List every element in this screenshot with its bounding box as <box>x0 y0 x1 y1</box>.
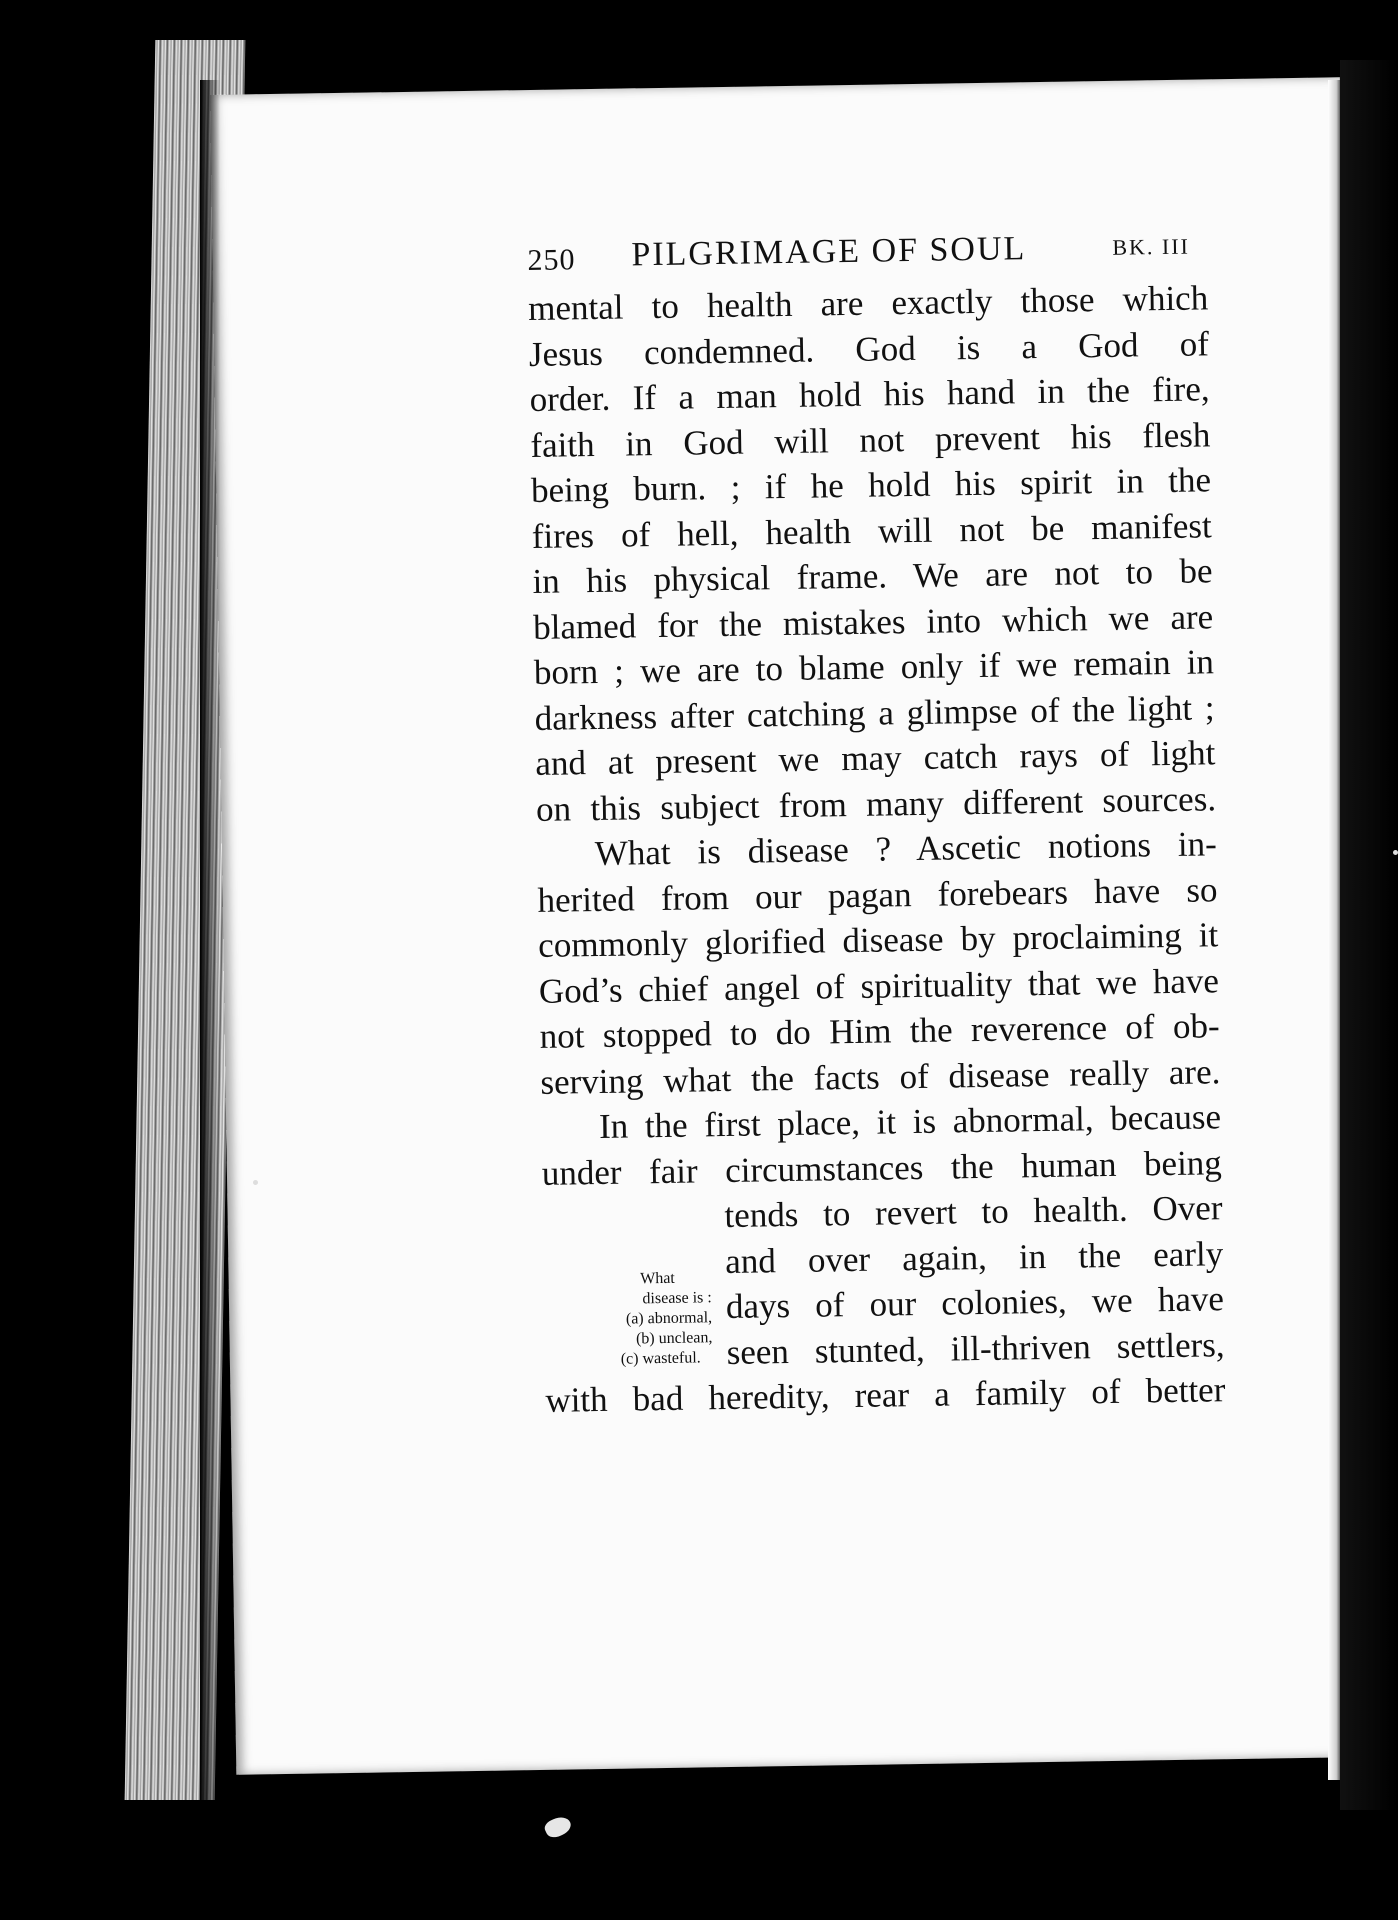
margin-note-line: (b) unclean, <box>635 1329 713 1348</box>
scan-background-right <box>1340 60 1398 1810</box>
text-line: born ; we are to blame only if we remain in <box>533 642 1215 692</box>
margin-note-line: disease is : <box>642 1289 712 1308</box>
text-line: in his physical frame. We are not to be <box>532 551 1213 601</box>
ink-stain <box>542 1813 573 1840</box>
text-line: under fair circumstances the human being <box>541 1142 1223 1193</box>
text-line-beside-note: and over again, in the early <box>724 1233 1224 1281</box>
running-title: PILGRIMAGE OF SOUL <box>631 230 1027 274</box>
text-line: and at present we may catch rays of light <box>535 733 1216 783</box>
page-text <box>527 219 1226 1423</box>
paragraph-first-line: What is disease ? Ascetic notions in- <box>594 824 1218 874</box>
text-line: not stopped to do Him the reverence of ob- <box>539 1006 1220 1056</box>
text-line: darkness after catching a glimpse of the light ; <box>534 687 1215 738</box>
text-line-beside-note: days of our colonies, we have <box>725 1279 1225 1327</box>
text-line-beside-note: tends to revert to health. Over <box>724 1188 1223 1236</box>
text-line: on this subject from many different sources. <box>535 778 1217 829</box>
body-text <box>528 275 1226 1423</box>
margin-note <box>543 1268 713 1371</box>
text-line: fires of hell, health will not be manifest <box>531 505 1213 556</box>
text-line: Jesus condemned. God is a God of <box>528 323 1210 374</box>
margin-note-line: (c) wasteful. <box>620 1349 701 1368</box>
text-line: serving what the facts of disease really are. <box>540 1051 1221 1102</box>
text-line: faith in God will not prevent his flesh <box>530 414 1211 465</box>
page-number: 250 <box>527 243 576 277</box>
book-label: BK. III <box>1112 233 1191 260</box>
text-line: with bad heredity, rear a family of better <box>545 1370 1226 1420</box>
running-head <box>527 219 1208 286</box>
text-line: order. If a man hold his hand in the fire, <box>529 369 1210 419</box>
speck <box>1393 850 1398 855</box>
text-line: being burn. ; if he hold his spirit in the <box>530 460 1212 510</box>
text-line-beside-note: seen stunted, ill-thriven settlers, <box>726 1324 1225 1372</box>
text-line: God’s chief angel of spirituality that we have <box>538 960 1220 1011</box>
binding-shadow <box>200 80 220 1800</box>
margin-note-line: (a) abnormal, <box>625 1309 713 1328</box>
text-line: blamed for the mistakes into which we are <box>532 596 1214 647</box>
margin-note-line: What <box>640 1269 675 1288</box>
text-line: commonly glorified disease by proclaiming it <box>537 915 1219 965</box>
paragraph-first-line: In the first place, it is abnormal, because <box>598 1097 1222 1146</box>
text-line: mental to health are exactly those which <box>527 278 1209 328</box>
speck <box>253 1180 258 1185</box>
text-line: herited from our pagan forebears have so <box>537 869 1218 920</box>
